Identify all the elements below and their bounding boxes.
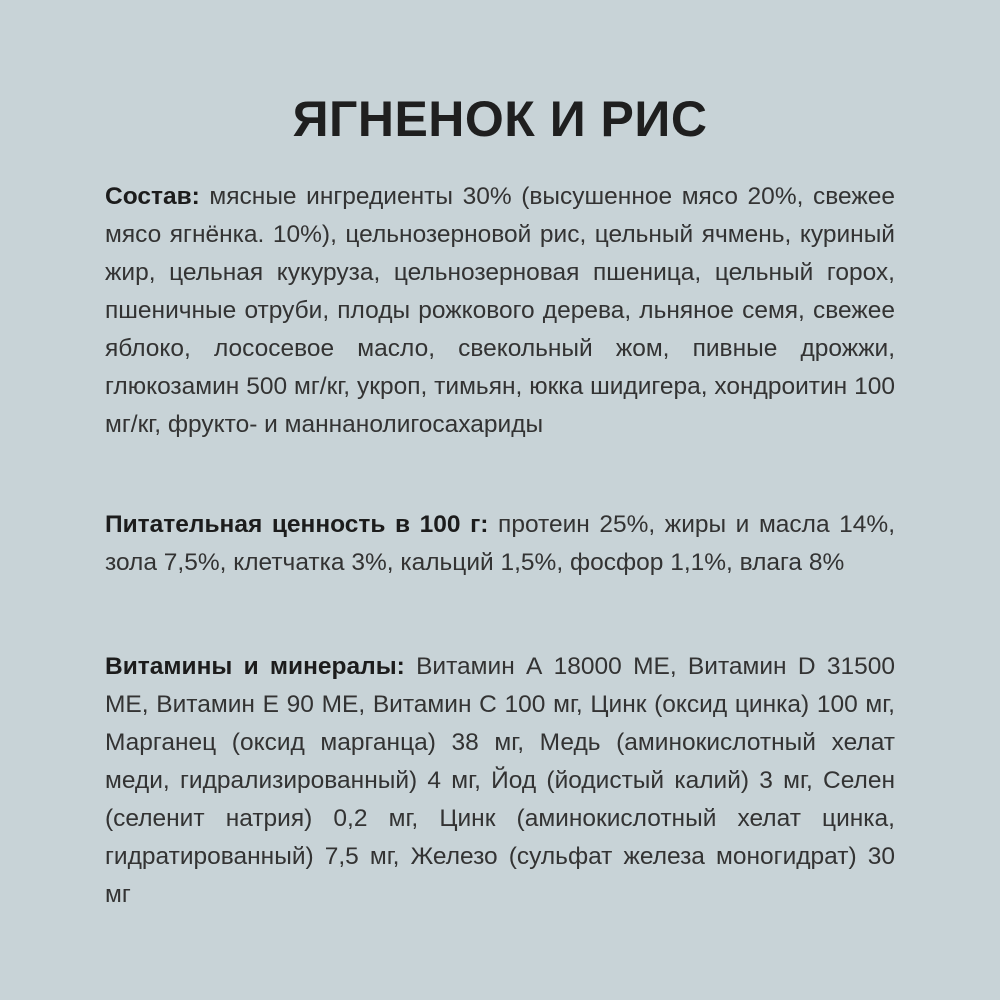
nutrition-label: Питательная ценность в 100 г: — [105, 511, 489, 538]
vitamins-section — [105, 648, 895, 914]
page-title: ЯГНЕНОК И РИС — [292, 91, 708, 147]
vitamins-label: Витамины и минералы: — [105, 653, 405, 680]
nutrition-section — [105, 506, 895, 582]
composition-text: мясные ингредиенты 30% (высушенное мясо 20%, свежее мясо ягнёнка. 10%), цельнозерновой рис, цельный ячмень, куриный жир, цельная кукуруза, цельнозерновая пшеница, цельный горох, пшеничные отруби, плоды рожкового дерева, льняное семя, свежее яблоко, лососевое масло, свекольный жом, пивные дрожжи, глюкозамин 500 мг/кг, укроп, тимьян, юкка шидигера, хондроитин 100 мг/кг, фрукто- и маннанолигосахариды — [105, 183, 895, 438]
nutrition-text: протеин 25%, жиры и масла 14%, зола 7,5%, клетчатка 3%, кальций 1,5%, фосфор 1,1%, влага 8% — [105, 511, 895, 576]
vitamins-text: Витамин А 18000 МЕ, Витамин D 31500 МЕ, Витамин Е 90 МЕ, Витамин С 100 мг, Цинк (оксид цинка) 100 мг, Марганец (оксид марганца) 38 мг, Медь (аминокислотный хелат меди, гидрализированный) 4 мг, Йод (йодистый калий) 3 мг, Селен (селенит натрия) 0,2 мг, Цинк (аминокислотный хелат цинка, гидратированный) 7,5 мг, Железо (сульфат железа моногидрат) 30 мг — [105, 653, 895, 908]
composition-label: Состав: — [105, 183, 200, 210]
composition-section — [105, 178, 895, 444]
